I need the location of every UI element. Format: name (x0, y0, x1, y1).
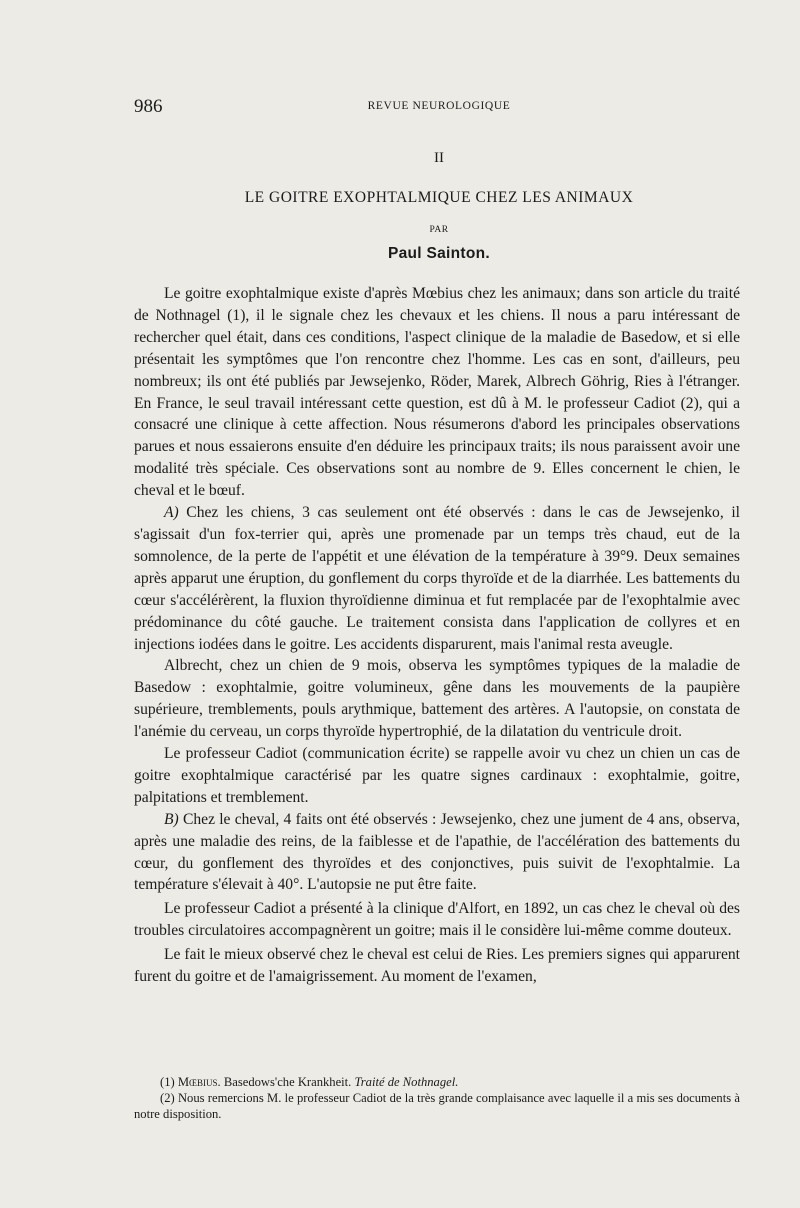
author-name: Paul Sainton. (387, 245, 491, 262)
footnote-2: (2) Nous remercions M. le professeur Cadiot de la très grande complaisance avec laquelle il a mis ses documents à notre disposition. (134, 1091, 740, 1121)
paragraph-ries: Le fait le mieux observé chez le cheval est celui de Ries. Les premiers signes qui apparurent furent du goitre et de l'amaigrissement. Au moment de l'examen, (134, 946, 740, 986)
paragraph-dogs-text: Chez les chiens, 3 cas seulement ont été observés : dans le cas de Jewsejenko, il s'agissait d'un fox-terrier qui, après une promenade par un temps très chaud, eut de la somnolence, de la perte de l'appétit et une élévation de la température à 39°9. Deux semaines après apparut une éruption, du gonflement du corps thyroïde et de la diarrhée. Les battements du cœur s'accélérèrent, la fluxion thyroïdienne diminua et fut remplacée par de l'exophtalmie avec prédominance du côté gauche. Le traitement consista dans l'application de collyres et en injections iodées dans le goitre. Les accidents disparurent, mais l'animal resta aveugle. (134, 504, 740, 653)
paragraph-dogs (134, 502, 740, 655)
paragraph-intro: Le goitre exophtalmique existe d'après Mœbius chez les animaux; dans son article du traité de Nothnagel (1), il le signale chez les chevaux et les chiens. Il nous a paru intéressant de rechercher quel était, dans ces conditions, l'aspect clinique de la maladie de Basedow, et si elle présentait les symptômes que l'on rencontre chez l'homme. Les cas en sont, d'ailleurs, peu nombreux; ils ont été publiés par Jewsejenko, Röder, Marek, Albrech Göhrig, Ries à l'étranger. En France, le seul travail intéressant cette question, est dû à M. le professeur Cadiot (2), qui a consacré une clinique à cette affection. Nous résumerons d'abord les principales observations parues et nous essaierons ensuite d'en déduire les principaux traits; ils nous paraissent avoir une modalité très spéciale. Ces observations sont au nombre de 9. Elles concernent le chien, le cheval et le bœuf. (134, 285, 740, 500)
footnote-1-marker: (1) (160, 1075, 178, 1089)
paragraph-cadiot-dog: Le professeur Cadiot (communication écrite) se rappelle avoir vu chez un chien un cas de goitre exophtalmique caractérisé par les quatre signes cardinaux : exophtalmie, goitre, palpitations et tremblement. (134, 745, 740, 806)
paragraph-albrecht: Albrecht, chez un chien de 9 mois, observa les symptômes typiques de la maladie de Basedow : exophtalmie, goitre volumineux, gêne dans les mouvements de la paupière supérieure, tremblements, pouls arythmique, battement des artères. A l'autopsie, on constata de l'anémie du cerveau, un corps thyroïde hypertrophié, de la dilatation du ventricule droit. (134, 657, 740, 741)
paragraph-horses (134, 809, 740, 897)
footnote-1-title: Traité de Nothnagel. (354, 1075, 459, 1089)
footnote-1 (134, 1074, 740, 1090)
journal-title: REVUE NEUROLOGIQUE (367, 100, 511, 112)
footnotes (134, 1074, 740, 1122)
paragraph-cadiot-horse: Le professeur Cadiot a présenté à la clinique d'Alfort, en 1892, un cas chez le cheval où des troubles circulatoires accompagnèrent un goitre; mais il le considère lui-même comme douteux. (134, 900, 740, 940)
footnote-1-author: Mœbius. (177, 1075, 221, 1089)
section-numeral: II (434, 150, 444, 166)
byline-par: PAR (429, 225, 449, 235)
footnote-1-text: Basedows'che Krankheit. (220, 1075, 355, 1089)
paragraph-horses-text: Chez le cheval, 4 faits ont été observés : Jewsejenko, chez une jument de 4 ans, observa, après une maladie des reins, de la faiblesse et de l'apathie, de l'accélération des battements du cœur, du gonflement des thyroïdes et des conjonctives, puis suivit de l'exophtalmie. La température s'élevait à 40°. L'autopsie ne put être faite. (134, 810, 740, 894)
article-body (134, 283, 740, 988)
running-header (134, 96, 744, 118)
page-number: 986 (134, 96, 163, 117)
section-label-b: B) (164, 810, 179, 828)
section-label-a: A) (164, 504, 179, 522)
article-title: LE GOITRE EXOPHTALMIQUE CHEZ LES ANIMAUX (244, 189, 634, 206)
